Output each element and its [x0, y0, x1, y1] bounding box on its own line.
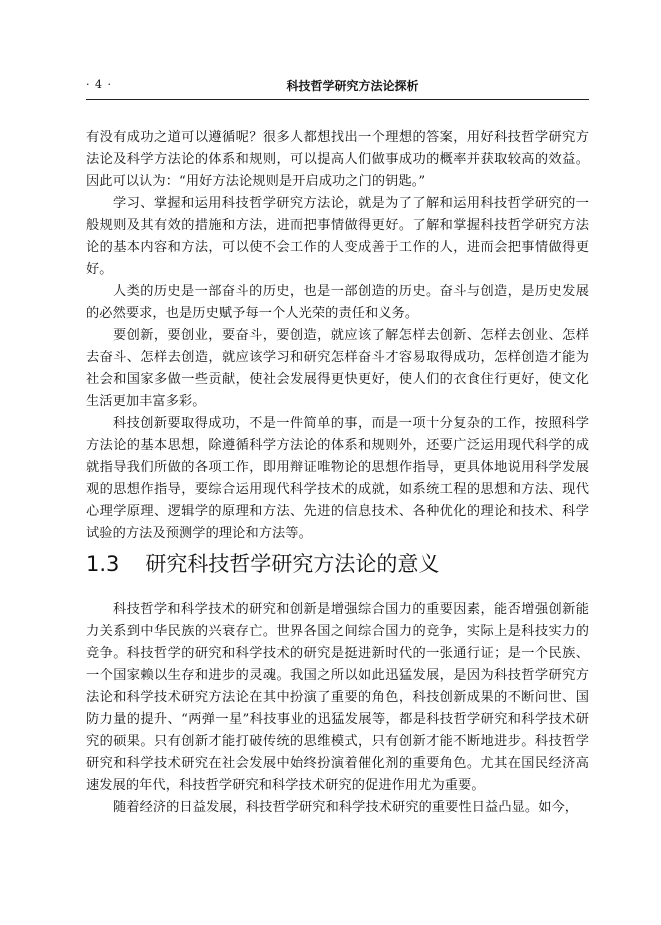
section-number: 1.3: [86, 552, 120, 576]
paragraph-continuation: 有没有成功之道可以遵循呢？很多人都想找出一个理想的答案，用好科技哲学研究方法论及科学方法论的体系和规则，可以提高人们做事成功的概率并获取较高的效益。因此可以认为：“用好方法论规则是开启成功之门的钥匙。”: [86, 130, 589, 189]
paragraph: 要创新，要创业，要奋斗，要创造，就应该了解怎样去创新、怎样去创业、怎样去奋斗、怎样去创造，就应该学习和研究怎样奋斗才容易取得成功，怎样创造才能为社会和国家多做一些贡献，使社会发展得更快更好，使人们的衣食住行更好，使文化生活更加丰富多彩。: [86, 328, 589, 409]
section-heading: [86, 549, 589, 579]
section-title: 研究科技哲学研究方法论的意义: [145, 552, 440, 576]
header-rule: [86, 99, 589, 100]
paragraph: 人类的历史是一部奋斗的历史，也是一部创造的历史。奋斗与创造，是历史发展的必然要求，也是历史赋予每一个人光荣的责任和义务。: [86, 284, 589, 321]
page-number: · 4 ·: [86, 78, 112, 91]
page-header: [86, 76, 589, 98]
paragraph: 随着经济的日益发展，科技哲学研究和科学技术研究的重要性日益凸显。如今，: [113, 800, 579, 815]
paragraph: 科技创新要取得成功，不是一件简单的事，而是一项十分复杂的工作，按照科学方法论的基本思想，除遵循科学方法论的体系和规则外，还要广泛运用现代科学的成就指导我们所做的各项工作，即用辩证唯物论的思想作指导，更具体地说用科学发展观的思想作指导，要综合运用现代科学技术的成就，如系统工程的思想和方法、现代心理学原理、逻辑学的原理和方法、先进的信息技术、各种优化的理论和技术、科学试验的方法及预测学的理论和方法等。: [86, 416, 589, 541]
body-text-after-section: [86, 599, 589, 819]
running-title: 科技哲学研究方法论探析: [286, 79, 419, 93]
body-text-before-section: [86, 127, 589, 545]
paragraph: 学习、掌握和运用科技哲学研究方法论，就是为了了解和运用科技哲学研究的一般规则及其有效的措施和方法，进而把事情做得更好。了解和掌握科技哲学研究方法论的基本内容和方法，可以使不会工作的人变成善于工作的人，进而会把事情做得更好。: [86, 196, 589, 277]
paragraph: 科技哲学和科学技术的研究和创新是增强综合国力的重要因素，能否增强创新能力关系到中华民族的兴衰存亡。世界各国之间综合国力的竞争，实际上是科技实力的竞争。科技哲学的研究和科学技术的研究是挺进新时代的一张通行证；是一个民族、一个国家赖以生存和进步的灵魂。我国之所以如此迅猛发展，是因为科技哲学研究方法论和科学技术研究方法论在其中扮演了重要的角色，科技创新成果的不断问世、国防力量的提升、“两弹一星”科技事业的迅猛发展等，都是科技哲学研究和科学技术研究的硕果。只有创新才能打破传统的思维模式，只有创新才能不断地进步。科技哲学研究和科学技术研究在社会发展中始终扮演着催化剂的重要角色。尤其在国民经济高速发展的年代，科技哲学研究和科学技术研究的促进作用尤为重要。: [86, 602, 589, 793]
